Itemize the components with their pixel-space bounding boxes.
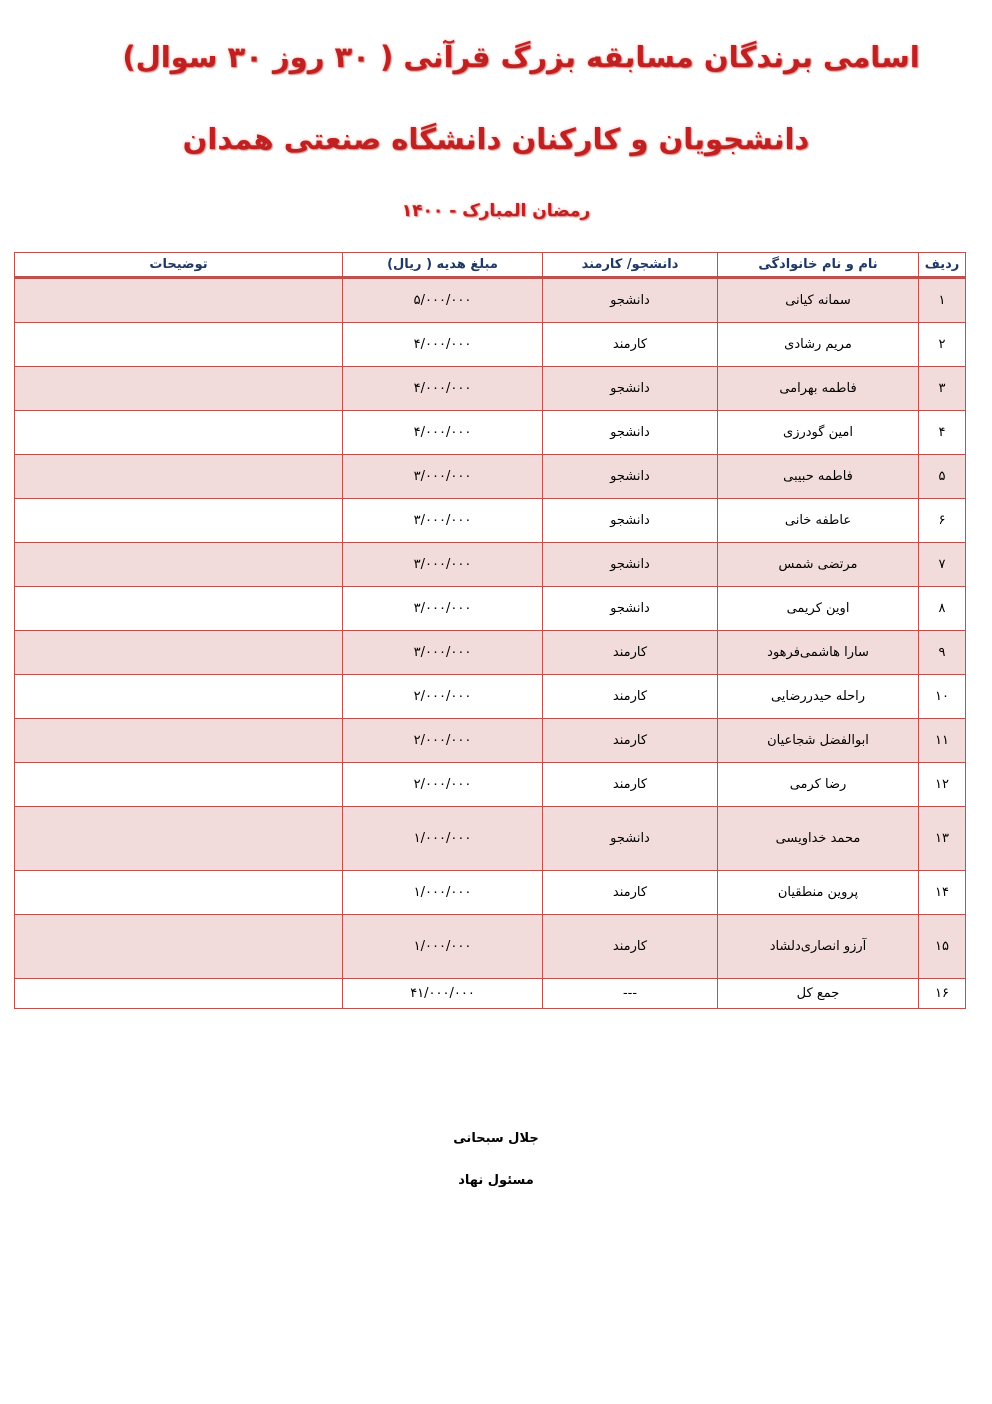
table-row (15, 499, 966, 543)
cell-type: کارمند (543, 763, 718, 807)
table-row (15, 719, 966, 763)
cell-row-number: ۸ (919, 587, 966, 631)
cell-row-number: ۱۴ (919, 871, 966, 915)
cell-amount: ۲/۰۰۰/۰۰۰ (343, 675, 543, 719)
total-cell-type: --- (543, 979, 718, 1009)
cell-amount: ۴/۰۰۰/۰۰۰ (343, 411, 543, 455)
table-row (15, 631, 966, 675)
cell-row-number: ۷ (919, 543, 966, 587)
cell-name: رضا کرمی (718, 763, 919, 807)
cell-row-number: ۱۱ (919, 719, 966, 763)
column-header-name: نام و نام خانوادگی (718, 253, 919, 278)
signatory-name: جلال سبحانی (453, 1131, 539, 1146)
cell-type: دانشجو (543, 278, 718, 323)
cell-amount: ۱/۰۰۰/۰۰۰ (343, 915, 543, 979)
cell-notes (15, 871, 343, 915)
cell-name: مرتضی شمس (718, 543, 919, 587)
total-cell-notes (15, 979, 343, 1009)
column-header-type: دانشجو/ کارمند (543, 253, 718, 278)
cell-row-number: ۱ (919, 278, 966, 323)
cell-name: عاطفه خانی (718, 499, 919, 543)
cell-name: سارا هاشمی‌فرهود (718, 631, 919, 675)
table-row (15, 915, 966, 979)
cell-type: کارمند (543, 631, 718, 675)
column-header-amount: مبلغ هدیه ( ریال) (343, 253, 543, 278)
cell-amount: ۳/۰۰۰/۰۰۰ (343, 455, 543, 499)
cell-amount: ۱/۰۰۰/۰۰۰ (343, 807, 543, 871)
table-row (15, 411, 966, 455)
cell-name: اوین کریمی (718, 587, 919, 631)
table-row (15, 323, 966, 367)
cell-type: دانشجو (543, 411, 718, 455)
table-row (15, 587, 966, 631)
cell-notes (15, 675, 343, 719)
cell-type: کارمند (543, 675, 718, 719)
cell-name: پروین منطقیان (718, 871, 919, 915)
cell-row-number: ۹ (919, 631, 966, 675)
cell-name: آرزو انصاری‌دلشاد (718, 915, 919, 979)
table-row (15, 455, 966, 499)
cell-amount: ۳/۰۰۰/۰۰۰ (343, 543, 543, 587)
cell-type: کارمند (543, 915, 718, 979)
cell-notes (15, 763, 343, 807)
cell-amount: ۳/۰۰۰/۰۰۰ (343, 499, 543, 543)
cell-notes (15, 915, 343, 979)
cell-amount: ۱/۰۰۰/۰۰۰ (343, 871, 543, 915)
cell-row-number: ۳ (919, 367, 966, 411)
cell-row-number: ۱۲ (919, 763, 966, 807)
cell-row-number: ۱۵ (919, 915, 966, 979)
column-header-row-number: ردیف (919, 253, 966, 278)
signatory-role: مسئول نهاد (458, 1173, 534, 1188)
cell-row-number: ۲ (919, 323, 966, 367)
cell-type: دانشجو (543, 807, 718, 871)
cell-notes (15, 367, 343, 411)
total-cell-name: جمع کل (718, 979, 919, 1009)
column-header-notes: توضیحات (15, 253, 343, 278)
total-cell-amount: ۴۱/۰۰۰/۰۰۰ (343, 979, 543, 1009)
cell-row-number: ۵ (919, 455, 966, 499)
table-row (15, 675, 966, 719)
cell-notes (15, 719, 343, 763)
cell-name: راحله حیدررضایی (718, 675, 919, 719)
table-row (15, 367, 966, 411)
page-subtitle: دانشجویان و کارکنان دانشگاه صنعتی همدان (182, 122, 810, 156)
cell-name: فاطمه بهرامی (718, 367, 919, 411)
cell-amount: ۳/۰۰۰/۰۰۰ (343, 587, 543, 631)
cell-notes (15, 278, 343, 323)
cell-amount: ۲/۰۰۰/۰۰۰ (343, 763, 543, 807)
cell-name: سمانه کیانی (718, 278, 919, 323)
cell-row-number: ۱۰ (919, 675, 966, 719)
cell-name: ابوالفضل شجاعیان (718, 719, 919, 763)
cell-notes (15, 323, 343, 367)
cell-type: کارمند (543, 719, 718, 763)
cell-amount: ۳/۰۰۰/۰۰۰ (343, 631, 543, 675)
page-title: اسامی برندگان مسابقه بزرگ قرآنی ( ۳۰ روز ۳۰ سوال) (122, 40, 920, 74)
cell-amount: ۴/۰۰۰/۰۰۰ (343, 323, 543, 367)
cell-name: محمد خداویسی (718, 807, 919, 871)
cell-notes (15, 411, 343, 455)
table-row (15, 278, 966, 323)
cell-type: دانشجو (543, 455, 718, 499)
cell-type: دانشجو (543, 499, 718, 543)
cell-notes (15, 499, 343, 543)
cell-row-number: ۶ (919, 499, 966, 543)
table-row (15, 763, 966, 807)
date-line: رمضان المبارک - ۱۴۰۰ (401, 201, 591, 221)
cell-type: کارمند (543, 323, 718, 367)
winners-table (14, 252, 966, 1009)
cell-amount: ۵/۰۰۰/۰۰۰ (343, 278, 543, 323)
total-cell-row-number: ۱۶ (919, 979, 966, 1009)
total-row (15, 979, 966, 1009)
cell-notes (15, 807, 343, 871)
cell-amount: ۲/۰۰۰/۰۰۰ (343, 719, 543, 763)
cell-type: کارمند (543, 871, 718, 915)
cell-type: دانشجو (543, 587, 718, 631)
cell-row-number: ۱۳ (919, 807, 966, 871)
table-row (15, 871, 966, 915)
cell-name: امین گودرزی (718, 411, 919, 455)
cell-name: فاطمه حبیبی (718, 455, 919, 499)
cell-type: دانشجو (543, 543, 718, 587)
table-header-row (15, 253, 966, 278)
cell-notes (15, 455, 343, 499)
cell-name: مریم رشادی (718, 323, 919, 367)
cell-type: دانشجو (543, 367, 718, 411)
cell-notes (15, 543, 343, 587)
cell-notes (15, 587, 343, 631)
cell-notes (15, 631, 343, 675)
table-row (15, 807, 966, 871)
cell-row-number: ۴ (919, 411, 966, 455)
table-row (15, 543, 966, 587)
cell-amount: ۴/۰۰۰/۰۰۰ (343, 367, 543, 411)
